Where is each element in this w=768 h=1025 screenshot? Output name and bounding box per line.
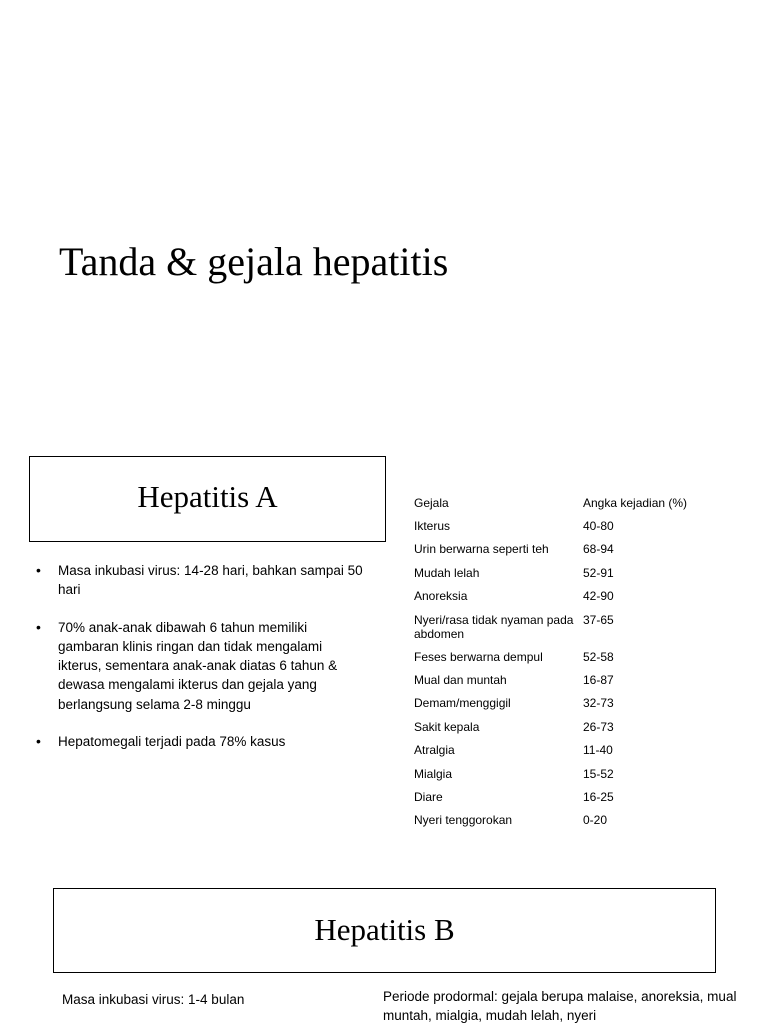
percentage-cell: 0-20	[583, 813, 608, 828]
symptom-table	[410, 493, 703, 836]
table-header-row	[410, 493, 703, 518]
table-row	[410, 812, 703, 835]
percentage-cell: 11-40	[583, 743, 613, 758]
bullet-text: Masa inkubasi virus: 14-28 hari, bahkan sampai 50 hari	[58, 563, 363, 598]
symptom-cell: Urin berwarna seperti teh	[414, 542, 549, 557]
table-row	[410, 766, 703, 789]
symptom-cell: Nyeri/rasa tidak nyaman pada abdomen	[414, 612, 574, 641]
symptom-cell: Mialgia	[414, 766, 453, 781]
page-title: Tanda & gejala hepatitis	[59, 239, 449, 284]
symptom-cell: Nyeri tenggorokan	[414, 813, 513, 828]
percentage-cell: 52-91	[583, 565, 614, 580]
percentage-cell: 16-87	[583, 672, 614, 687]
symptom-cell: Feses berwarna dempul	[414, 649, 543, 664]
percentage-cell: 42-90	[583, 589, 614, 604]
hepatitis-b-heading-box	[53, 888, 716, 973]
percentage-cell: 15-52	[583, 766, 614, 781]
table-row	[410, 719, 703, 742]
percentage-cell: 68-94	[583, 542, 614, 557]
table-row	[410, 649, 703, 672]
percentage-cell: 32-73	[583, 696, 614, 711]
symptom-cell: Ikterus	[414, 519, 451, 533]
hepatitis-a-heading-box	[29, 456, 386, 542]
column-header-angka-kejadian: Angka kejadian (%)	[583, 496, 688, 510]
table-row	[410, 612, 703, 649]
hepatitis-b-heading: Hepatitis B	[314, 911, 455, 947]
table-row	[410, 695, 703, 718]
hepatitis-b-prodromal-text: Periode prodormal: gejala berupa malaise, anoreksia, mual muntah, mialgia, mudah lelah, nyeri	[383, 989, 737, 1023]
column-header-gejala: Gejala	[414, 496, 449, 510]
symptom-cell: Demam/menggigil	[414, 696, 511, 711]
percentage-cell: 26-73	[583, 719, 614, 734]
percentage-cell: 40-80	[583, 519, 614, 533]
percentage-cell: 16-25	[583, 789, 614, 804]
table-row	[410, 742, 703, 765]
table-row	[410, 565, 703, 588]
table-row	[410, 518, 703, 541]
table-row	[410, 789, 703, 812]
percentage-cell: 37-65	[583, 612, 614, 627]
list-item	[36, 618, 366, 714]
table-row	[410, 588, 703, 611]
bullet-icon: •	[36, 562, 41, 578]
symptom-cell: Mudah lelah	[414, 565, 480, 580]
symptom-cell: Atralgia	[414, 743, 455, 758]
list-item	[36, 561, 366, 600]
symptom-cell: Sakit kepala	[414, 719, 480, 734]
symptom-cell: Mual dan muntah	[414, 672, 507, 687]
symptom-cell: Diare	[414, 789, 443, 804]
bullet-text: 70% anak-anak dibawah 6 tahun memiliki gambaran klinis ringan dan tidak mengalami ikterus, sementara anak-anak diatas 6 tahun & dewasa mengalami ikterus dan gejala yang berlangsung selama 2-8 minggu	[58, 619, 338, 712]
bullet-icon: •	[36, 733, 41, 750]
hepatitis-a-heading: Hepatitis A	[137, 479, 278, 514]
table-row	[410, 541, 703, 564]
bullet-text: Hepatomegali terjadi pada 78% kasus	[58, 734, 286, 750]
hepatitis-b-incubation-text: Masa inkubasi virus: 1-4 bulan	[62, 992, 245, 1007]
percentage-cell: 52-58	[583, 649, 614, 664]
hepatitis-a-bullet-list	[36, 561, 366, 769]
bullet-icon: •	[36, 618, 41, 635]
table-row	[410, 672, 703, 695]
list-item	[36, 732, 366, 751]
symptom-cell: Anoreksia	[414, 589, 468, 604]
